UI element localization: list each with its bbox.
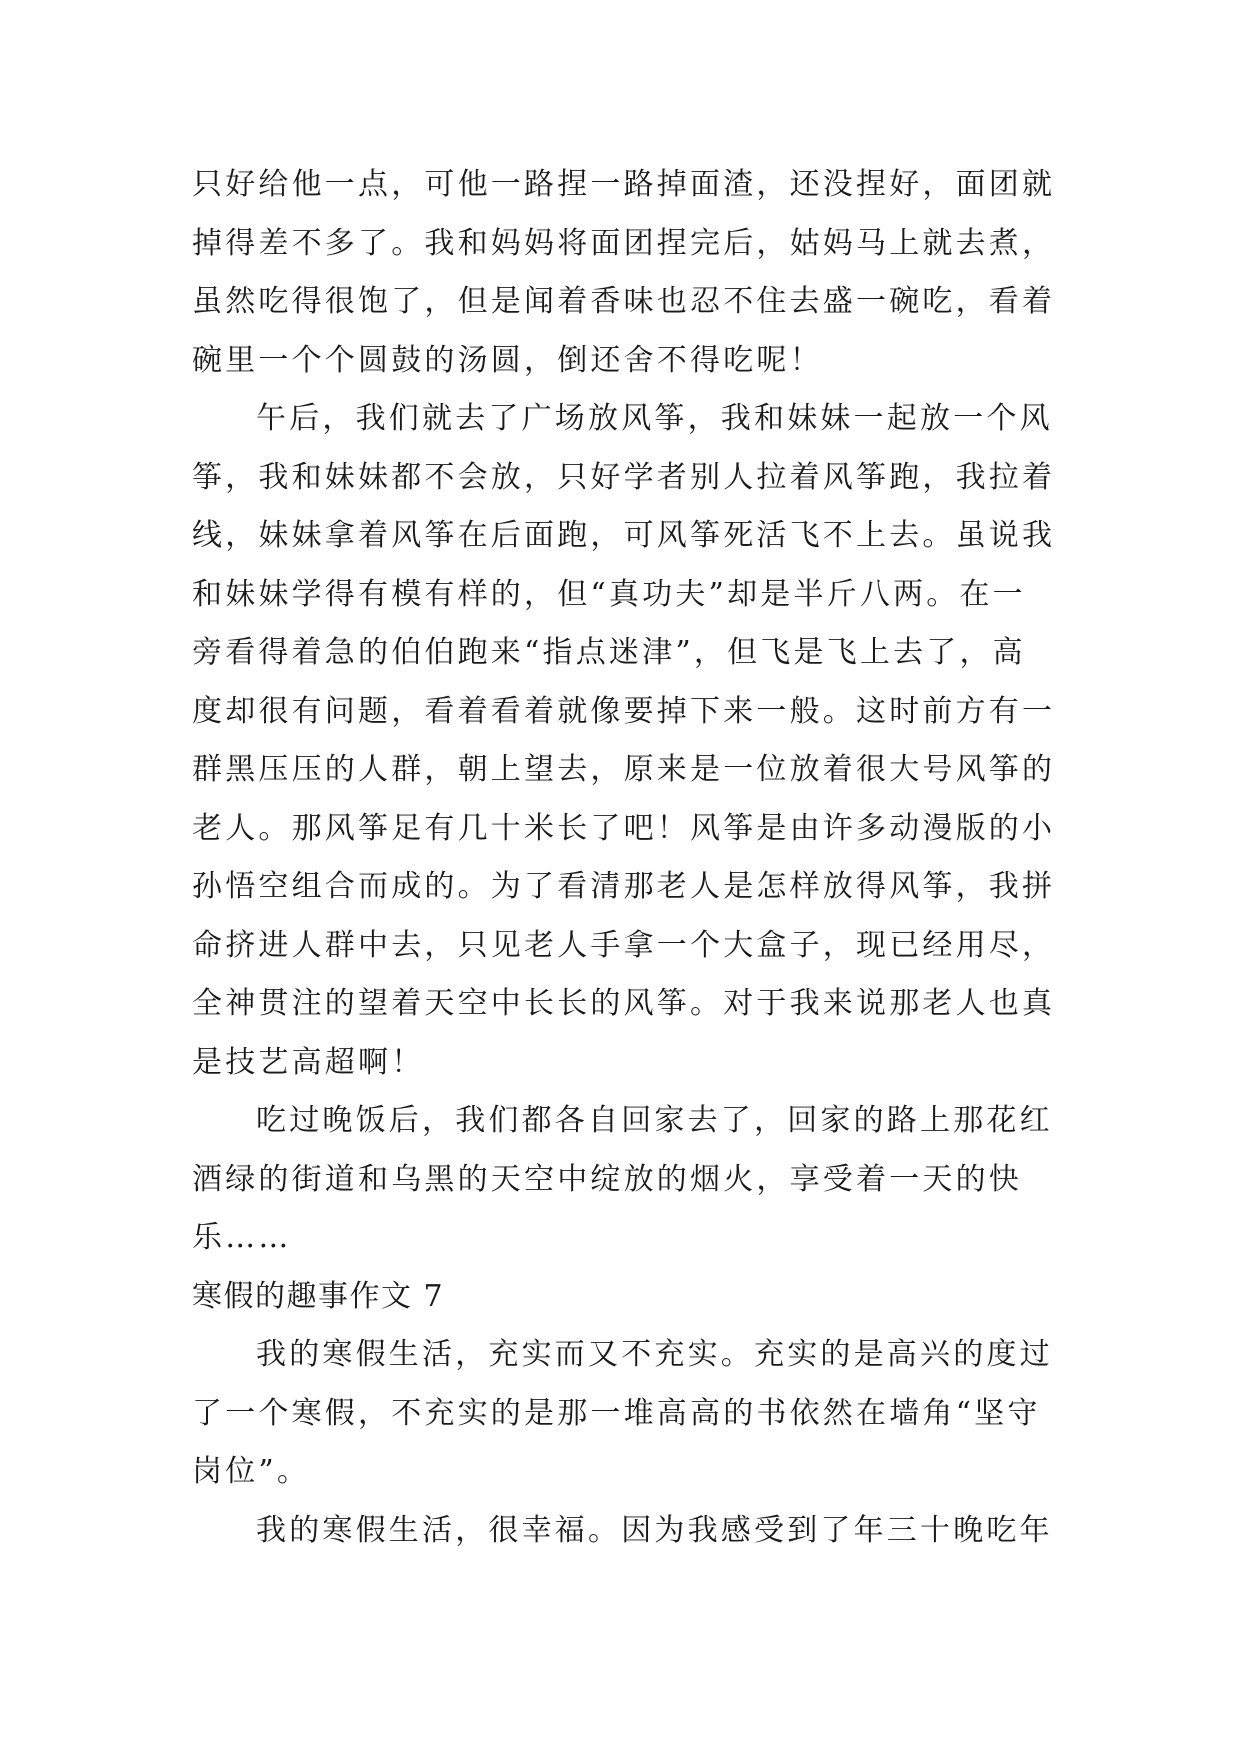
text-line: 旁看得着急的伯伯跑来“指点迷津”，但飞是飞上去了，高: [192, 635, 1026, 670]
text-line: 我的寒假生活，很幸福。因为我感受到了年三十晚吃年: [256, 1512, 1053, 1548]
text-line: 午后，我们就去了广场放风筝，我和妹妹一起放一个风: [256, 401, 1053, 436]
text-line: 是技艺高超啊！: [192, 1044, 425, 1080]
text-line: 筝，我和妹妹都不会放，只好学者别人拉着风筝跑，我拉着: [192, 459, 1056, 495]
text-line: 虽然吃得很饱了，但是闻着香味也忍不住去盛一碗吃，看着: [192, 284, 1056, 319]
text-line: 了一个寒假，不充实的是那一堆高高的书依然在墙角“坚守: [192, 1395, 1041, 1431]
text-line: 和妹妹学得有模有样的，但“真功夫”却是半斤八两。在一: [192, 576, 1026, 612]
text-line: 线，妹妹拿着风筝在后面跑，可风筝死活飞不上去。虽说我: [192, 518, 1056, 553]
text-line: 老人。那风筝足有几十米长了吧！风筝是由许多动漫版的小: [192, 810, 1056, 846]
text-line: 孙悟空组合而成的。为了看清那老人是怎样放得风筝，我拼: [192, 869, 1056, 904]
text-line: 我的寒假生活，充实而又不充实。充实的是高兴的度过: [256, 1337, 1053, 1372]
text-line: 度却很有问题，看着看着就像要掉下来一般。这时前方有一: [192, 693, 1056, 729]
text-line: 全神贯注的望着天空中长长的风筝。对于我来说那老人也真: [192, 986, 1056, 1021]
paragraph-2: [192, 390, 1056, 1092]
text-line: 吃过晚饭后，我们都各自回家去了，回家的路上那花红: [256, 1103, 1053, 1138]
text-line: 命挤进人群中去，只见老人手拿一个大盒子，现已经用尽，: [192, 927, 1056, 963]
paragraph-3: [192, 1092, 1052, 1268]
section-paragraph-1: [192, 1326, 1052, 1502]
text-line: 乐……: [192, 1220, 292, 1255]
text-line: 只好给他一点，可他一路捏一路掉面渣，还没捏好，面团就: [192, 167, 1056, 202]
document-body: [192, 156, 1056, 1560]
text-line: 酒绿的街道和乌黑的天空中绽放的烟火，享受着一天的快: [192, 1161, 1022, 1197]
section-heading: 寒假的趣事作文 7: [192, 1278, 445, 1314]
section-paragraph-2: [192, 1502, 1052, 1561]
paragraph-1: [192, 156, 1056, 390]
text-line: 碗里一个个圆鼓的汤圆，倒还舍不得吃呢！: [192, 342, 823, 378]
text-line: 掉得差不多了。我和妈妈将面团捏完后，姑妈马上就去煮，: [192, 225, 1056, 261]
text-line: 岗位”。: [192, 1454, 311, 1489]
text-line: 群黑压压的人群，朝上望去，原来是一位放着很大号风筝的: [192, 752, 1056, 787]
